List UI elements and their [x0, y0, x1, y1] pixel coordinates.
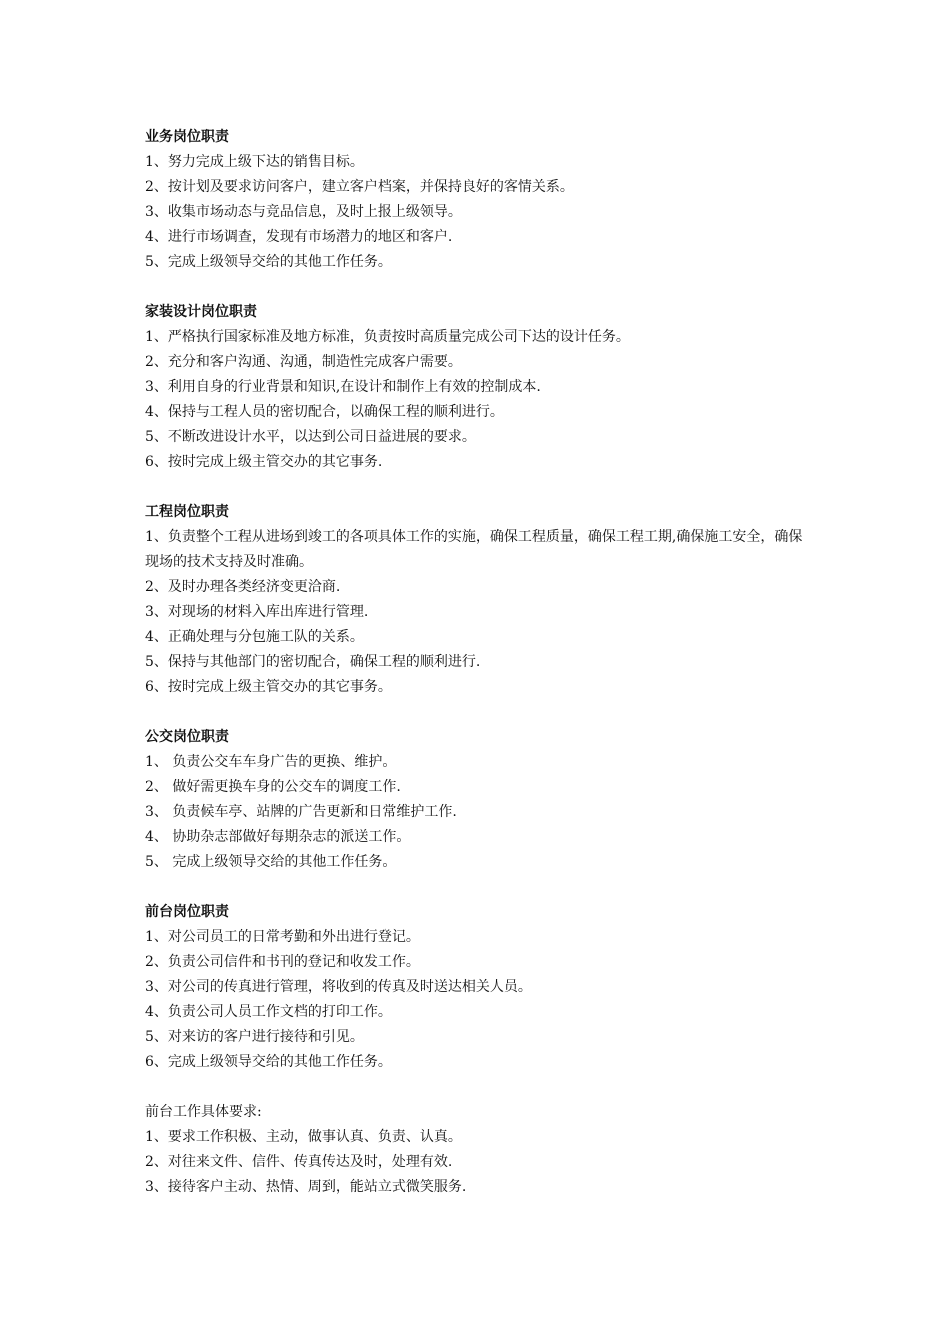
list-item: 2、及时办理各类经济变更洽商. — [145, 579, 341, 595]
item-list — [145, 325, 825, 475]
list-item: 3、利用自身的行业背景和知识,在设计和制作上有效的控制成本. — [145, 379, 541, 395]
section-engineering — [145, 500, 825, 700]
list-item: 6、按时完成上级主管交办的其它事务. — [145, 454, 383, 470]
list-item: 1、 负责公交车车身广告的更换、维护。 — [145, 754, 397, 770]
list-item: 1、要求工作积极、主动，做事认真、负责、认真。 — [145, 1129, 462, 1145]
list-item: 3、对公司的传真进行管理，将收到的传真及时送达相关人员。 — [145, 979, 532, 995]
section-reception-requirements — [145, 1100, 825, 1200]
list-item: 1、对公司员工的日常考勤和外出进行登记。 — [145, 929, 420, 945]
list-item: 6、完成上级领导交给的其他工作任务。 — [145, 1054, 392, 1070]
section-title: 前台岗位职责 — [145, 904, 229, 920]
item-list — [145, 750, 825, 875]
section-title: 业务岗位职责 — [145, 129, 229, 145]
list-item: 6、按时完成上级主管交办的其它事务。 — [145, 679, 392, 695]
section-reception — [145, 900, 825, 1075]
list-item: 2、充分和客户沟通、沟通，制造性完成客户需要。 — [145, 354, 462, 370]
list-item: 1、负责整个工程从进场到竣工的各项具体工作的实施，确保工程质量，确保工程工期,确保施工安全，确保现场的技术支持及时准确。 — [145, 529, 803, 570]
list-item: 5、完成上级领导交给的其他工作任务。 — [145, 254, 392, 270]
list-item: 2、 做好需更换车身的公交车的调度工作. — [145, 779, 401, 795]
list-item: 4、正确处理与分包施工队的关系。 — [145, 629, 364, 645]
section-subtitle: 前台工作具体要求: — [145, 1104, 262, 1120]
list-item: 2、负责公司信件和书刊的登记和收发工作。 — [145, 954, 420, 970]
list-item: 3、接待客户主动、热情、周到，能站立式微笑服务. — [145, 1179, 467, 1195]
document-page — [145, 125, 825, 1225]
section-home-design — [145, 300, 825, 475]
list-item: 2、对往来文件、信件、传真传达及时，处理有效. — [145, 1154, 453, 1170]
list-item: 1、努力完成上级下达的销售目标。 — [145, 154, 364, 170]
list-item: 5、 完成上级领导交给的其他工作任务。 — [145, 854, 397, 870]
section-sales — [145, 125, 825, 275]
section-title: 工程岗位职责 — [145, 504, 229, 520]
list-item: 4、负责公司人员工作文档的打印工作。 — [145, 1004, 392, 1020]
item-list — [145, 1125, 825, 1200]
list-item: 5、不断改进设计水平，以达到公司日益进展的要求。 — [145, 429, 476, 445]
item-list — [145, 925, 825, 1075]
list-item: 5、对来访的客户进行接待和引见。 — [145, 1029, 364, 1045]
item-list — [145, 150, 825, 275]
list-item: 5、保持与其他部门的密切配合，确保工程的顺利进行. — [145, 654, 481, 670]
list-item: 3、对现场的材料入库出库进行管理. — [145, 604, 369, 620]
list-item: 1、严格执行国家标准及地方标准，负责按时高质量完成公司下达的设计任务。 — [145, 329, 630, 345]
list-item: 4、 协助杂志部做好每期杂志的派送工作。 — [145, 829, 411, 845]
item-list — [145, 525, 825, 700]
list-item: 4、进行市场调查，发现有市场潜力的地区和客户. — [145, 229, 453, 245]
list-item: 3、 负责候车亭、站牌的广告更新和日常维护工作. — [145, 804, 457, 820]
list-item: 2、按计划及要求访问客户，建立客户档案，并保持良好的客情关系。 — [145, 179, 574, 195]
section-bus — [145, 725, 825, 875]
section-title: 公交岗位职责 — [145, 729, 229, 745]
section-title: 家装设计岗位职责 — [145, 304, 257, 320]
list-item: 3、收集市场动态与竞品信息，及时上报上级领导。 — [145, 204, 462, 220]
list-item: 4、保持与工程人员的密切配合，以确保工程的顺利进行。 — [145, 404, 504, 420]
